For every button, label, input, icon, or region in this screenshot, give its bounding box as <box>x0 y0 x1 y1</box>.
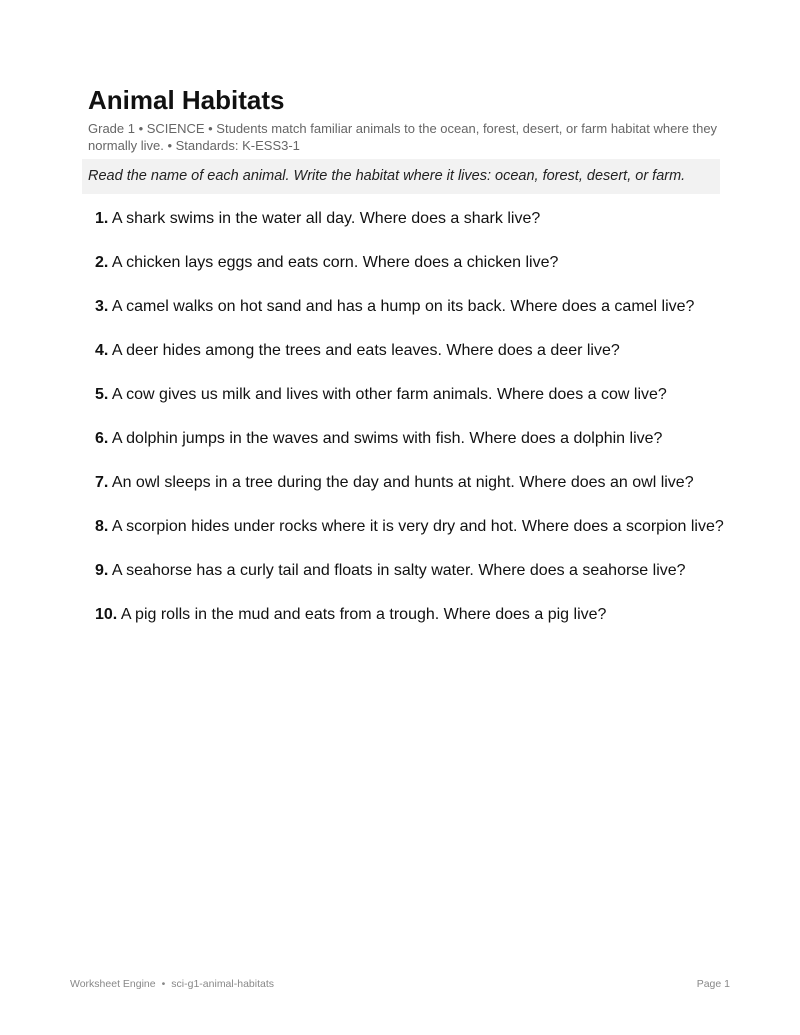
question-list <box>95 205 727 629</box>
page-title: Animal Habitats <box>88 85 285 115</box>
question-text: A cow gives us milk and lives with other farm animals. Where does a cow live? <box>111 386 667 403</box>
question-number: 4. <box>95 342 109 359</box>
question-item <box>95 425 727 453</box>
question-item <box>95 513 727 541</box>
question-item <box>95 469 727 497</box>
question-number: 6. <box>95 430 109 447</box>
question-number: 5. <box>95 386 109 403</box>
question-number: 2. <box>95 254 109 271</box>
worksheet-meta: Grade 1 • SCIENCE • Students match familiar animals to the ocean, forest, desert, or farm habitat where they normally live. • Standards: K-ESS3-1 <box>88 121 718 153</box>
question-text: A chicken lays eggs and eats corn. Where does a chicken live? <box>111 254 559 271</box>
question-number: 8. <box>95 518 109 535</box>
question-number: 10. <box>95 606 118 623</box>
question-text: A scorpion hides under rocks where it is very dry and hot. Where does a scorpion live? <box>111 518 724 535</box>
footer-separator: • <box>161 978 166 990</box>
question-item <box>95 205 727 233</box>
question-text: An owl sleeps in a tree during the day and hunts at night. Where does an owl live? <box>111 474 694 491</box>
question-text: A camel walks on hot sand and has a hump on its back. Where does a camel live? <box>111 298 695 315</box>
question-item <box>95 293 727 321</box>
question-item <box>95 381 727 409</box>
question-text: A seahorse has a curly tail and floats in salty water. Where does a seahorse live? <box>111 562 686 579</box>
page-number: Page 1 <box>696 978 730 990</box>
question-number: 3. <box>95 298 109 315</box>
question-item <box>95 557 727 585</box>
question-item <box>95 601 727 629</box>
question-number: 1. <box>95 210 109 227</box>
question-item <box>95 249 727 277</box>
page-footer <box>70 978 730 990</box>
footer-id: sci-g1-animal-habitats <box>171 978 275 990</box>
question-text: A shark swims in the water all day. Where does a shark live? <box>111 210 541 227</box>
question-item <box>95 337 727 365</box>
question-text: A dolphin jumps in the waves and swims with fish. Where does a dolphin live? <box>111 430 663 447</box>
footer-source: Worksheet Engine <box>70 978 156 990</box>
question-text: A deer hides among the trees and eats leaves. Where does a deer live? <box>111 342 620 359</box>
question-text: A pig rolls in the mud and eats from a trough. Where does a pig live? <box>120 606 607 623</box>
worksheet <box>88 84 724 645</box>
question-number: 9. <box>95 562 109 579</box>
footer-left <box>70 978 274 990</box>
question-number: 7. <box>95 474 109 491</box>
instructions-box: Read the name of each animal. Write the habitat where it lives: ocean, forest, desert, or farm. <box>82 159 720 194</box>
